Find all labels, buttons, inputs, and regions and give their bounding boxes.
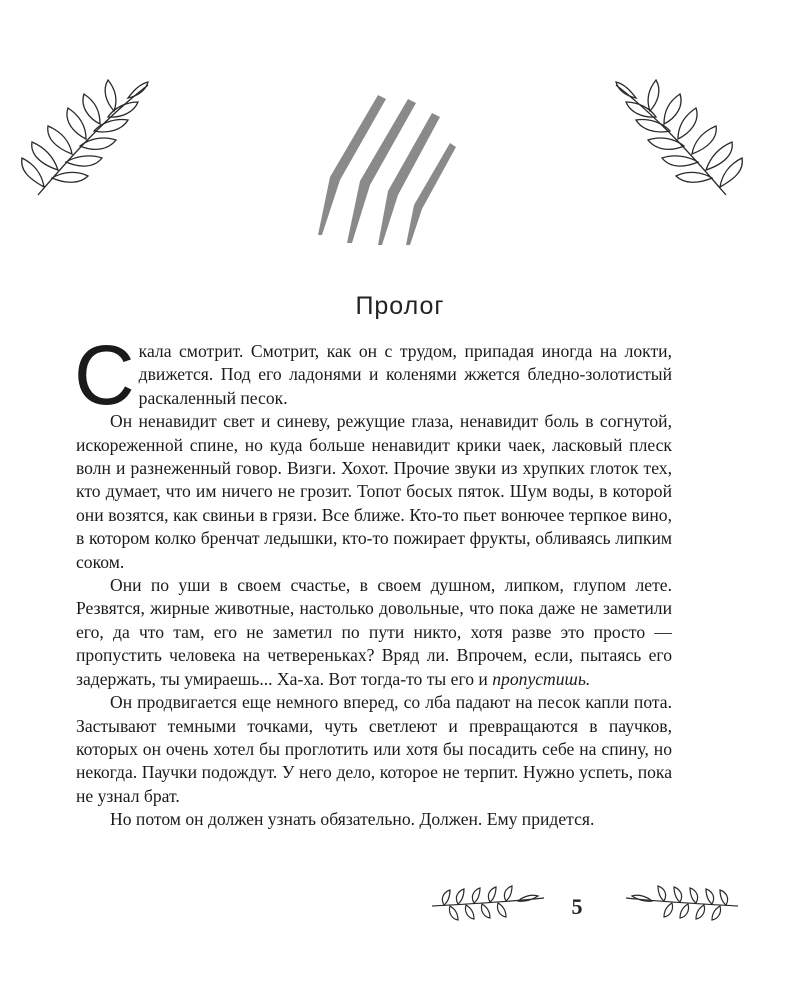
chapter-title: Пролог bbox=[355, 292, 445, 320]
emphasis-word: пропустишь. bbox=[492, 668, 591, 689]
page-number: 5 bbox=[571, 894, 583, 919]
paragraph-1-text: кала смотрит. Смотрит, как он с трудом, припадая иногда на локти, движется. Под его ладонями и коленями жжется бледно-золотистый раскаленный песок. bbox=[138, 341, 672, 408]
paragraph-5: Но потом он должен узнать обязательно. Должен. Ему придется. bbox=[110, 809, 595, 830]
prologue-text bbox=[74, 328, 672, 832]
paragraph-3 bbox=[76, 574, 672, 691]
footer-ornament-right-icon bbox=[622, 884, 742, 924]
paragraph-1 bbox=[74, 328, 672, 422]
leaf-branch-right-icon bbox=[606, 60, 756, 210]
paragraph-2: Он ненавидит свет и синеву, режущие глаза, ненавидит боль в согнутой, искореженной спине, но куда больше ненавидит крики чаек, ласковый плеск волн и разнеженный говор. Визги. Хохот. Прочие звуки из хрупких глоток тех, кто думает, что им ничего не грозит. Топот босых пяток. Шум воды, в которой они возятся, как свиньи в грязи. Все ближе. Кто-то пьет вонючее терпкое вино, в котором колко бренчат ледышки, кто-то пожирает фрукты, обливаясь липким соком. bbox=[76, 411, 672, 572]
claw-marks-icon bbox=[300, 85, 460, 250]
drop-cap: С bbox=[74, 328, 135, 422]
paragraph-4: Он продвигается еще немного вперед, со лба падают на песок капли пота. Застывают темными точками, чуть светлеют и превращаются в паучков, которых он очень хотел бы проглотить или хотя бы посадить себе на спину, но некогда. Паучки подождут. У него дело, которое не терпит. Нужно успеть, пока не узнал брат. bbox=[76, 692, 672, 806]
footer-ornament-left-icon bbox=[428, 884, 548, 924]
paragraph-3-text: Они по уши в своем счастье, в своем душном, липком, глупом лете. Резвятся, жирные животные, настолько довольные, что пока даже не заметили его, да что там, его не заметил по пути никто, хотя разве это просто — пропустить человека на четвереньках? Вряд ли. Впрочем, если, пытаясь его задержать, ты умираешь... Ха-ха. Вот тогда-то ты его и bbox=[76, 575, 672, 689]
leaf-branch-left-icon bbox=[8, 60, 158, 210]
